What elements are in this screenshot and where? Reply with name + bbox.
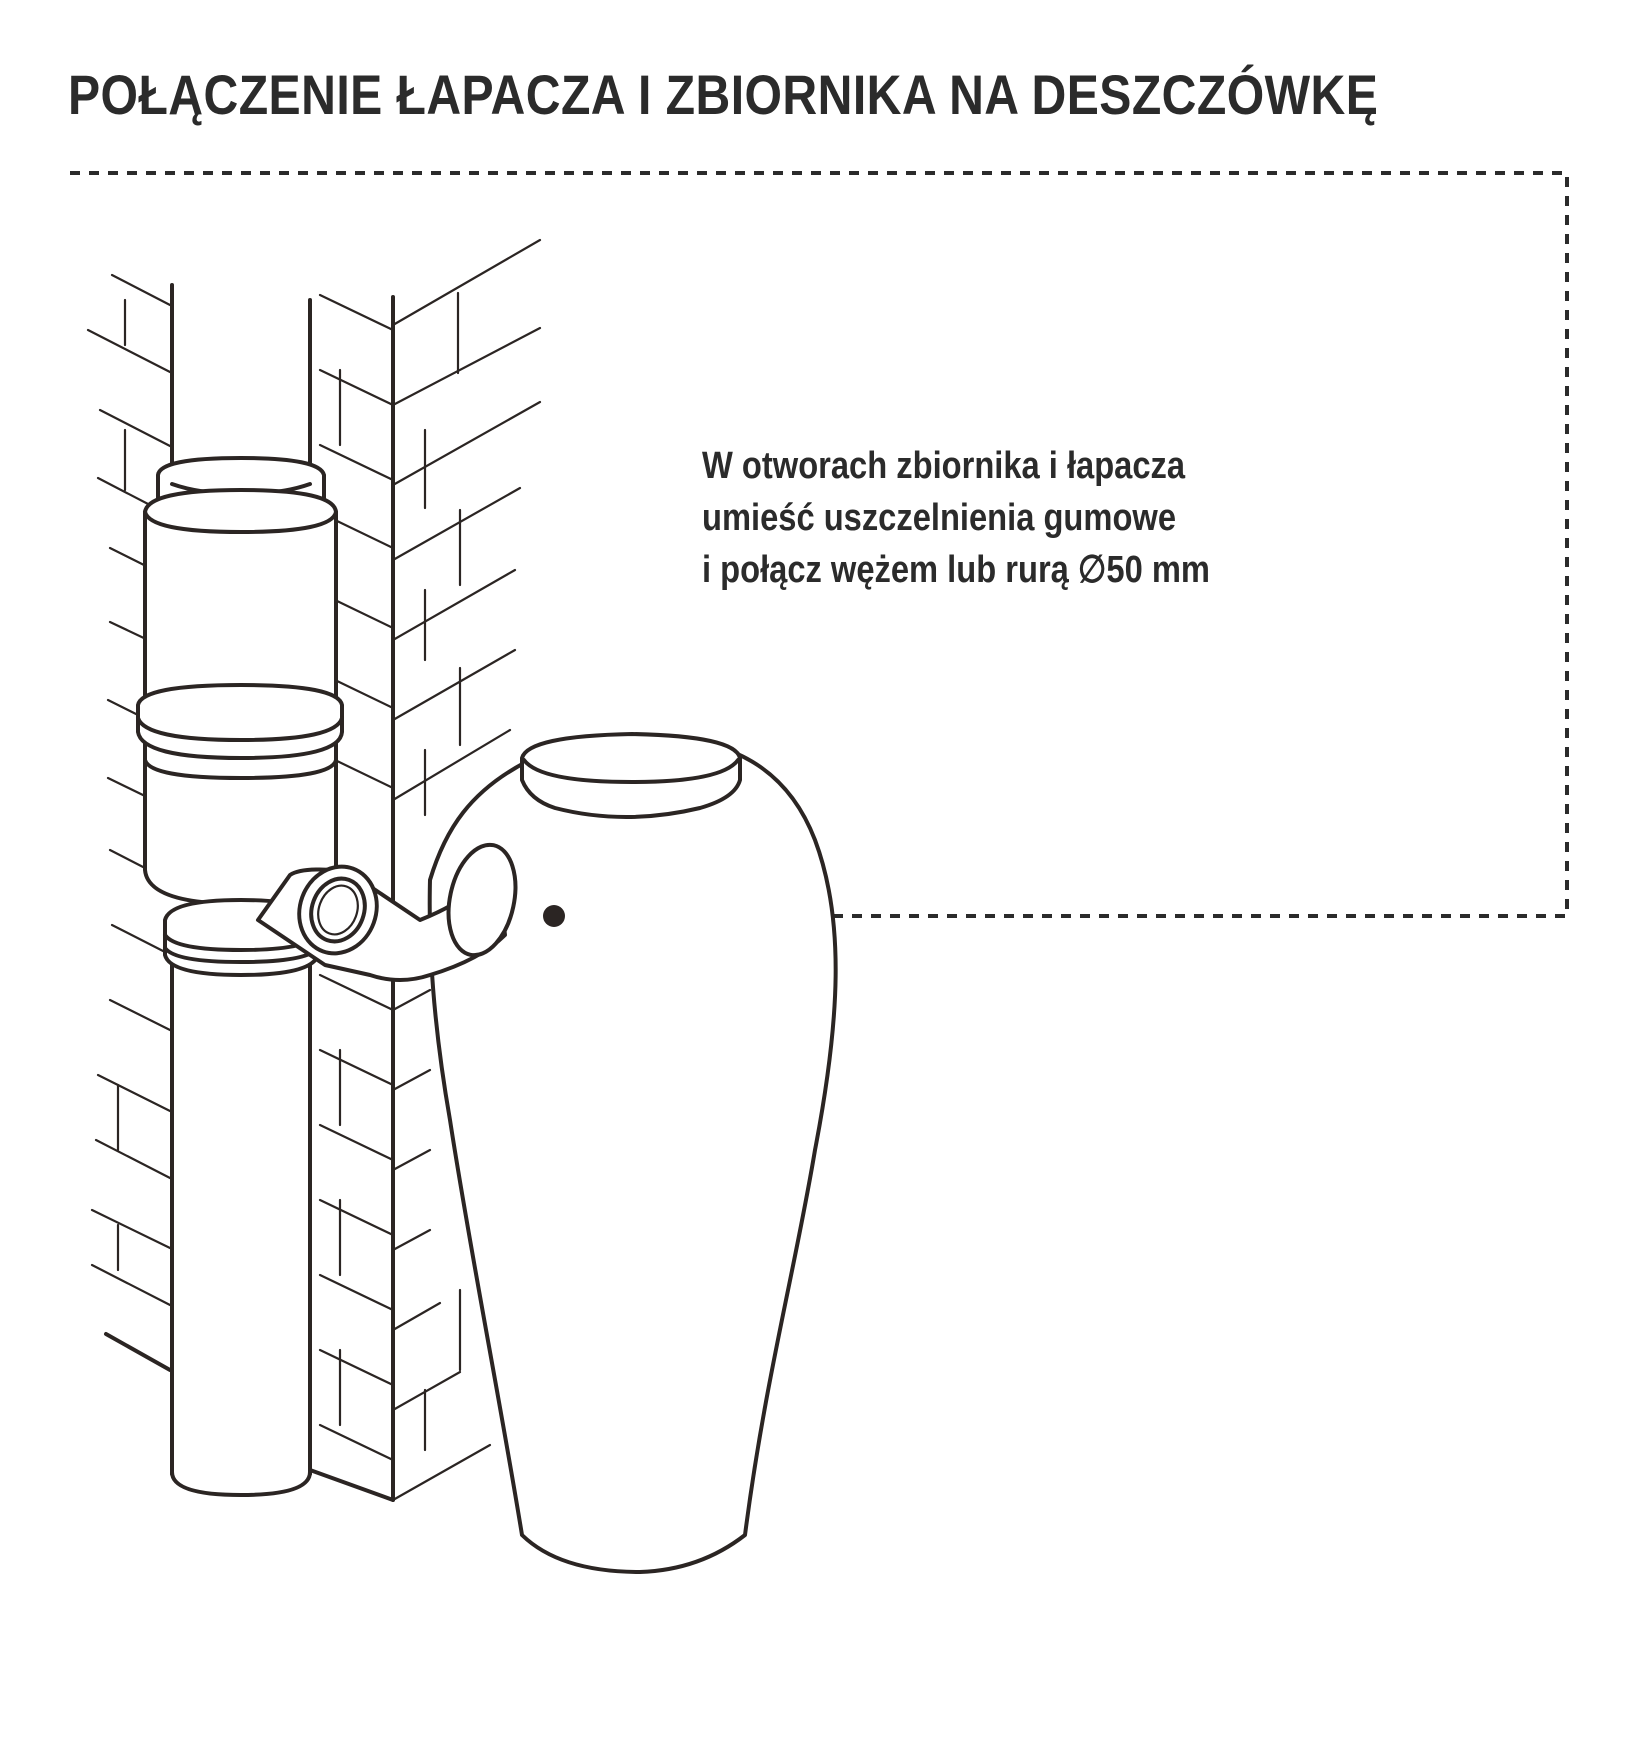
instruction-line-1: W otworach zbiornika i łapacza <box>702 445 1186 487</box>
instruction-text <box>702 440 1210 596</box>
instruction-line-3-text: i połącz wężem lub rurą <box>702 549 1078 591</box>
instruction-line-2: umieść uszczelnienia gumowe <box>702 497 1177 539</box>
diameter-value: 50 mm <box>1106 549 1210 591</box>
instruction-line-3 <box>702 544 1210 596</box>
callout-dot <box>543 905 565 927</box>
diameter-icon: ∅ <box>1077 549 1107 591</box>
page-title: POŁĄCZENIE ŁAPACZA I ZBIORNIKA NA DESZCZÓWKĘ <box>68 63 1379 126</box>
